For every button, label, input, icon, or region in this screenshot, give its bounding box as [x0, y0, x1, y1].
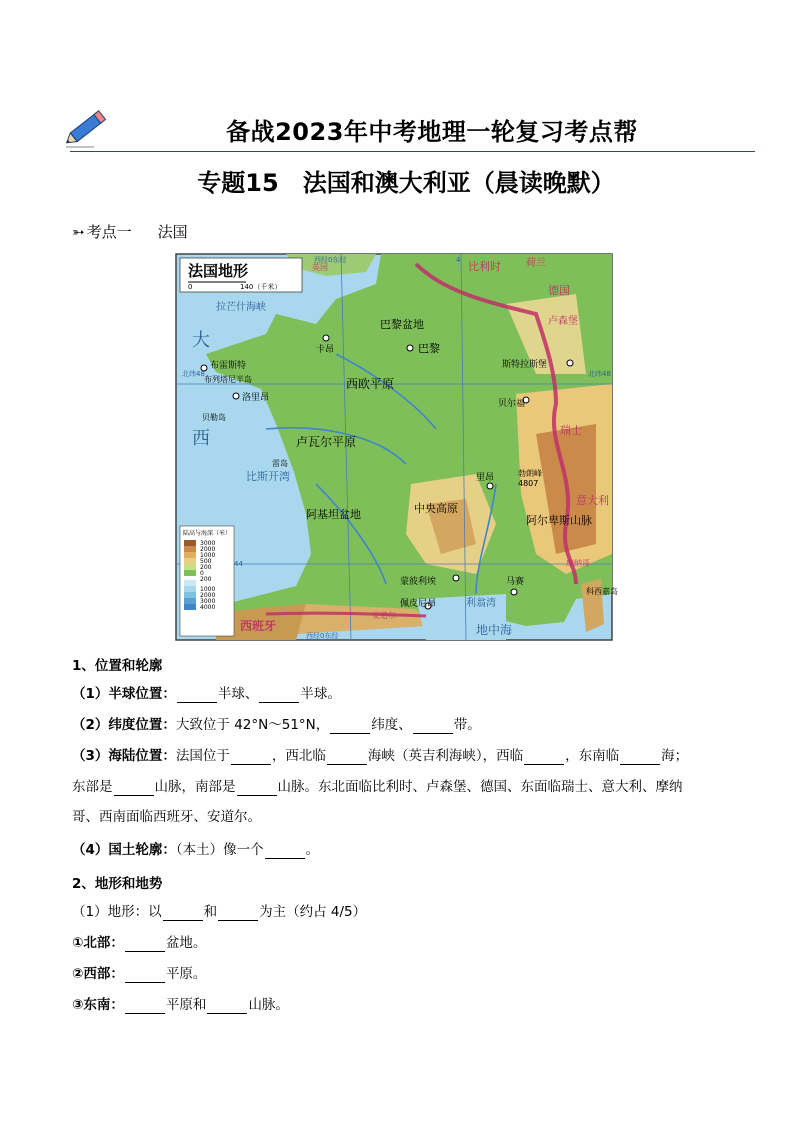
label-biscay: 比斯开湾	[246, 470, 290, 483]
legend-value: 4000	[200, 604, 216, 611]
label-lat48-left: 北纬48	[182, 370, 205, 378]
label-mont-blanc-height: 4807	[518, 479, 539, 488]
label-strasbourg: 斯特拉斯堡	[502, 360, 548, 370]
label-alps: 阿尔卑斯山脉	[526, 514, 592, 527]
label-brest: 布雷斯特	[210, 361, 247, 371]
legend-value: 200	[200, 564, 212, 571]
label-andorra: 安道尔	[372, 611, 396, 620]
legend-value: 3000	[200, 598, 216, 605]
label-luxembourg: 卢森堡	[548, 316, 578, 327]
label-aquitaine: 阿基坦盆地	[306, 508, 361, 521]
line-land-sea: （3）海陆位置：法国位于 ，西北临 海峡（英吉利海峡），西临 ，东南临 海；	[72, 748, 689, 764]
label-strait: 拉芒什海峡	[216, 302, 266, 313]
label-perpignan: 佩皮尼昂	[400, 599, 437, 609]
label-lion-gulf: 利翁湾	[466, 598, 496, 609]
legend-value: 1000	[200, 586, 216, 593]
label-belfort: 贝尔福	[498, 399, 526, 409]
point-heading	[72, 221, 188, 242]
label-paris-basin: 巴黎盆地	[380, 318, 424, 331]
label-caen: 卡昂	[316, 345, 335, 355]
label-paris: 巴黎	[418, 342, 440, 355]
label-lyon: 里昂	[476, 473, 495, 483]
line-hemisphere: （1）半球位置： 半球、 半球。	[72, 686, 341, 702]
map-legend	[180, 526, 234, 636]
line-landforms: （1）地形：以 和 为主（约占 4/5）	[72, 904, 367, 920]
legend-value: 2000	[200, 592, 216, 599]
line-neighbors: 哥、西南面临西班牙、安道尔。	[72, 809, 261, 825]
line-west: ②西部： 平原。	[72, 966, 207, 982]
label-spain: 西班牙	[240, 619, 277, 633]
label-brittany: 布列塔尼半岛	[204, 375, 252, 384]
title-divider	[70, 151, 755, 152]
label-england: 英国	[312, 263, 328, 272]
line-north: ①北部： 盆地。	[72, 935, 207, 951]
label-lorient: 洛里昂	[242, 393, 270, 403]
legend-value: 0	[200, 570, 204, 577]
legend-value: 200	[200, 576, 212, 583]
label-germany: 德国	[548, 284, 570, 297]
label-belle-ile: 贝勒岛	[202, 413, 226, 422]
label-lon4: 4	[456, 256, 461, 264]
label-west0: 西经0东经	[314, 256, 347, 264]
page-subtitle: 专题15 法国和澳大利亚（晨读晚默）	[197, 169, 615, 197]
label-corsica: 科西嘉岛	[586, 587, 618, 596]
label-monaco: 摩纳哥	[566, 559, 590, 568]
label-belgium: 比利时	[468, 260, 501, 273]
arrow-icon: ➳	[72, 223, 85, 241]
legend-value: 3000	[200, 540, 216, 547]
france-topographic-map	[176, 254, 618, 640]
label-marseille: 马赛	[506, 577, 525, 587]
line-latitude: （2）纬度位置：大致位于 42°N～51°N， 纬度、 带。	[72, 717, 481, 733]
section-heading-1: 1、位置和轮廓	[72, 658, 163, 674]
point-label: 考点一	[86, 223, 132, 241]
map-scale-zero: 0	[188, 283, 193, 291]
point-topic: 法国	[157, 223, 188, 241]
label-massif-central: 中央高原	[414, 502, 458, 515]
legend-value: 1000	[200, 552, 216, 559]
line-southeast: ③东南： 平原和 山脉。	[72, 997, 289, 1013]
label-montpellier: 蒙彼利埃	[400, 577, 437, 587]
label-switzerland: 瑞士	[560, 424, 582, 437]
legend-value: 2000	[200, 546, 216, 553]
line-outline: （4）国土轮廓：（本土）像一个 。	[72, 842, 320, 858]
label-atlantic-1: 大	[192, 330, 210, 351]
section-heading-2: 2、地形和地势	[72, 876, 163, 892]
legend-value: 500	[200, 558, 212, 565]
label-west0-bottom: 西经0东经	[306, 632, 339, 640]
label-mediterranean: 地中海	[476, 623, 513, 637]
label-loire-plain: 卢瓦尔平原	[296, 435, 357, 449]
label-italy: 意大利	[576, 494, 609, 507]
line-mountains: 东部是 山脉，南部是 山脉。东北面临比利时、卢森堡、德国、东面临瑞士、意大利、摩纳	[72, 779, 683, 795]
label-netherlands: 荷兰	[526, 258, 546, 269]
legend-title: 陆高与海深（米）	[183, 530, 232, 537]
page-title: 备战2023年中考地理一轮复习考点帮	[226, 118, 638, 146]
map-scale-unit: 140（千米）	[240, 283, 282, 291]
label-west-plain: 西欧平原	[346, 377, 395, 391]
label-lat44: 44	[234, 560, 243, 568]
label-mont-blanc: 勃朗峰	[518, 469, 542, 478]
label-ray: 雷岛	[272, 459, 288, 468]
label-lat48-right: 北纬48	[588, 370, 611, 378]
map-title: 法国地形	[188, 262, 249, 280]
label-atlantic-2: 西	[192, 428, 210, 449]
